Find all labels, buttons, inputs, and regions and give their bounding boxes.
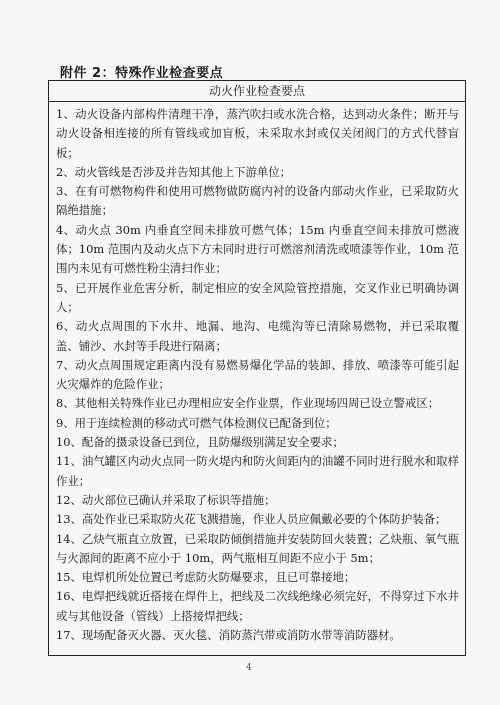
checklist-item: 6、动火点周围的下水井、地漏、地沟、电缆沟等已清除易燃物，并已采取覆盖、铺沙、水封等手段进行隔离；: [56, 319, 459, 353]
checklist-item: 16、电焊把线就近搭接在焊件上，把线及二次线绝缘必须完好，不得穿过下水井或与其他设备（管线）上搭接焊把线；: [56, 589, 459, 623]
checklist-item: 14、乙炔气瓶直立放置，已采取防倾倒措施并安装防回火装置；乙炔瓶、氧气瓶与火源间的距离不应小于 10m，两气瓶相互间距不应小于 5m；: [56, 531, 459, 565]
checklist-item: 13、高处作业已采取防火花飞溅措施，作业人员应佩戴必要的个体防护装备；: [56, 512, 447, 527]
checklist-item: 3、在有可燃物构件和使用可燃物做防腐内衬的设备内部动火作业，已采取防火隔绝措施；: [56, 184, 459, 218]
table-header: 动火作业检查要点: [49, 81, 465, 102]
checklist-items: [49, 102, 465, 645]
checklist-item: 7、动火点周围规定距离内没有易燃易爆化学品的装卸、排放、喷漆等可能引起火灾爆炸的危险作业；: [56, 357, 459, 392]
checklist-item: 2、动火管线是否涉及并告知其他上下游单位；: [56, 164, 292, 179]
attachment-title: 附件 2：特殊作业检查要点: [60, 66, 224, 81]
checklist-item: 12、动火部位已确认并采取了标识等措施；: [56, 492, 276, 507]
checklist-item: 17、现场配备灭火器、灭火毯、消防蒸汽带或消防水带等消防器材。: [56, 628, 401, 643]
checklist-item: 10、配备的摄录设备已到位，且防爆级别满足安全要求；: [56, 435, 344, 450]
checklist-item: 8、其他相关特殊作业已办理相应安全作业票，作业现场四周已设立警戒区；: [56, 396, 440, 411]
checklist-item: 11、油气罐区内动火点同一防火堤内和防火间距内的油罐不同时进行脱水和取样作业；: [56, 454, 459, 488]
checklist-item: 1、动火设备内部构件清理干净，蒸汽吹扫或水洗合格，达到动火条件；断开与动火设备相连接的所有管线或加盲板，未采取水封或仅关闭阀门的方式代替盲板；: [56, 107, 459, 160]
checklist-item: 15、电焊机所处位置已考虑防火防爆要求，且已可靠接地；: [56, 570, 356, 585]
checklist-item: 5、已开展作业危害分析，制定相应的安全风险管控措施，交叉作业已明确协调人；: [56, 280, 459, 314]
page-number: 4: [246, 663, 252, 673]
checklist-table: [48, 80, 466, 656]
checklist-item: 4、动火点 30m 内垂直空间未排放可燃气体；15m 内垂直空间未排放可燃液体；10m 范围内及动火点下方未同时进行可燃溶剂清洗或喷漆等作业，10m 范围内未见有可燃性粉尘清扫作业；: [56, 222, 459, 276]
checklist-item: 9、用于连续检测的移动式可燃气体检测仪已配备到位；: [56, 415, 337, 430]
